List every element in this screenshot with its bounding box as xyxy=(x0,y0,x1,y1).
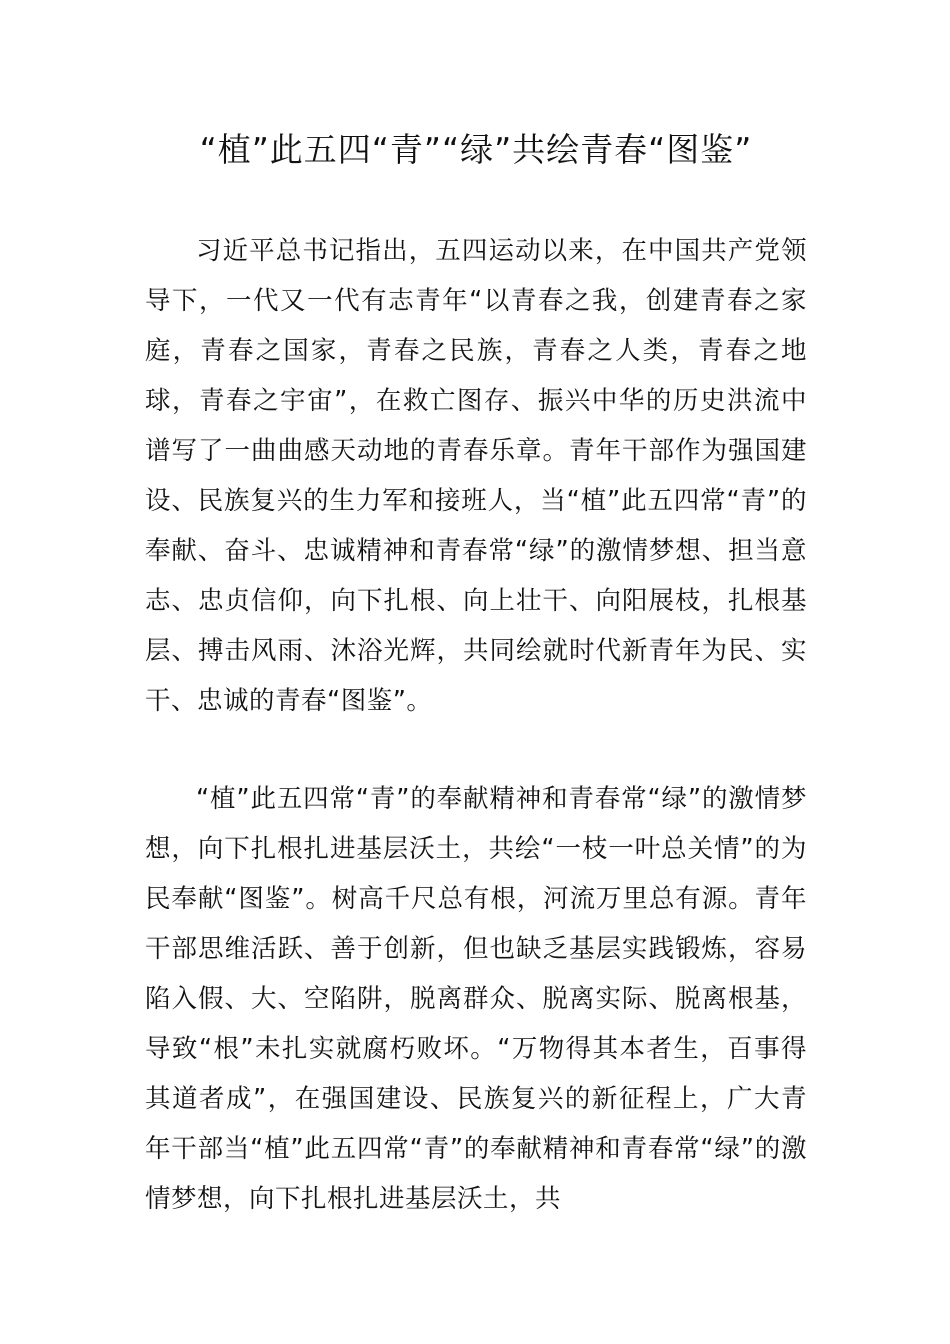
document-title: “植”此五四“青”“绿”共绘青春“图鉴” xyxy=(199,130,753,169)
paragraph-2: “植”此五四常“青”的奉献精神和青春常“绿”的激情梦想，向下扎根扎进基层沃土，共绘“一枝一叶总关情”的为民奉献“图鉴”。树高千尺总有根，河流万里总有源。青年干部思维活跃、善于创新，但也缺乏基层实践锻炼，容易陷入假、大、空陷阱，脱离群众、脱离实际、脱离根基，导致“根”未扎实就腐朽败坏。“万物得其本者生，百事得其道者成”，在强国建设、民族复兴的新征程上，广大青年干部当“植”此五四常“青”的奉献精神和青春常“绿”的激情梦想，向下扎根扎进基层沃土，共 xyxy=(145,784,807,1214)
paragraph-1: 习近平总书记指出，五四运动以来，在中国共产党领导下，一代又一代有志青年“以青春之我，创建青春之家庭，青春之国家，青春之民族，青春之人类，青春之地球，青春之宇宙”，在救亡图存、振兴中华的历史洪流中谱写了一曲曲感天动地的青春乐章。青年干部作为强国建设、民族复兴的生力军和接班人，当“植”此五四常“青”的奉献、奋斗、忠诚精神和青春常“绿”的激情梦想、担当意志、忠贞信仰，向下扎根、向上壮干、向阳展枝，扎根基层、搏击风雨、沐浴光辉，共同绘就时代新青年为民、实干、忠诚的青春“图鉴”。 xyxy=(145,236,807,716)
